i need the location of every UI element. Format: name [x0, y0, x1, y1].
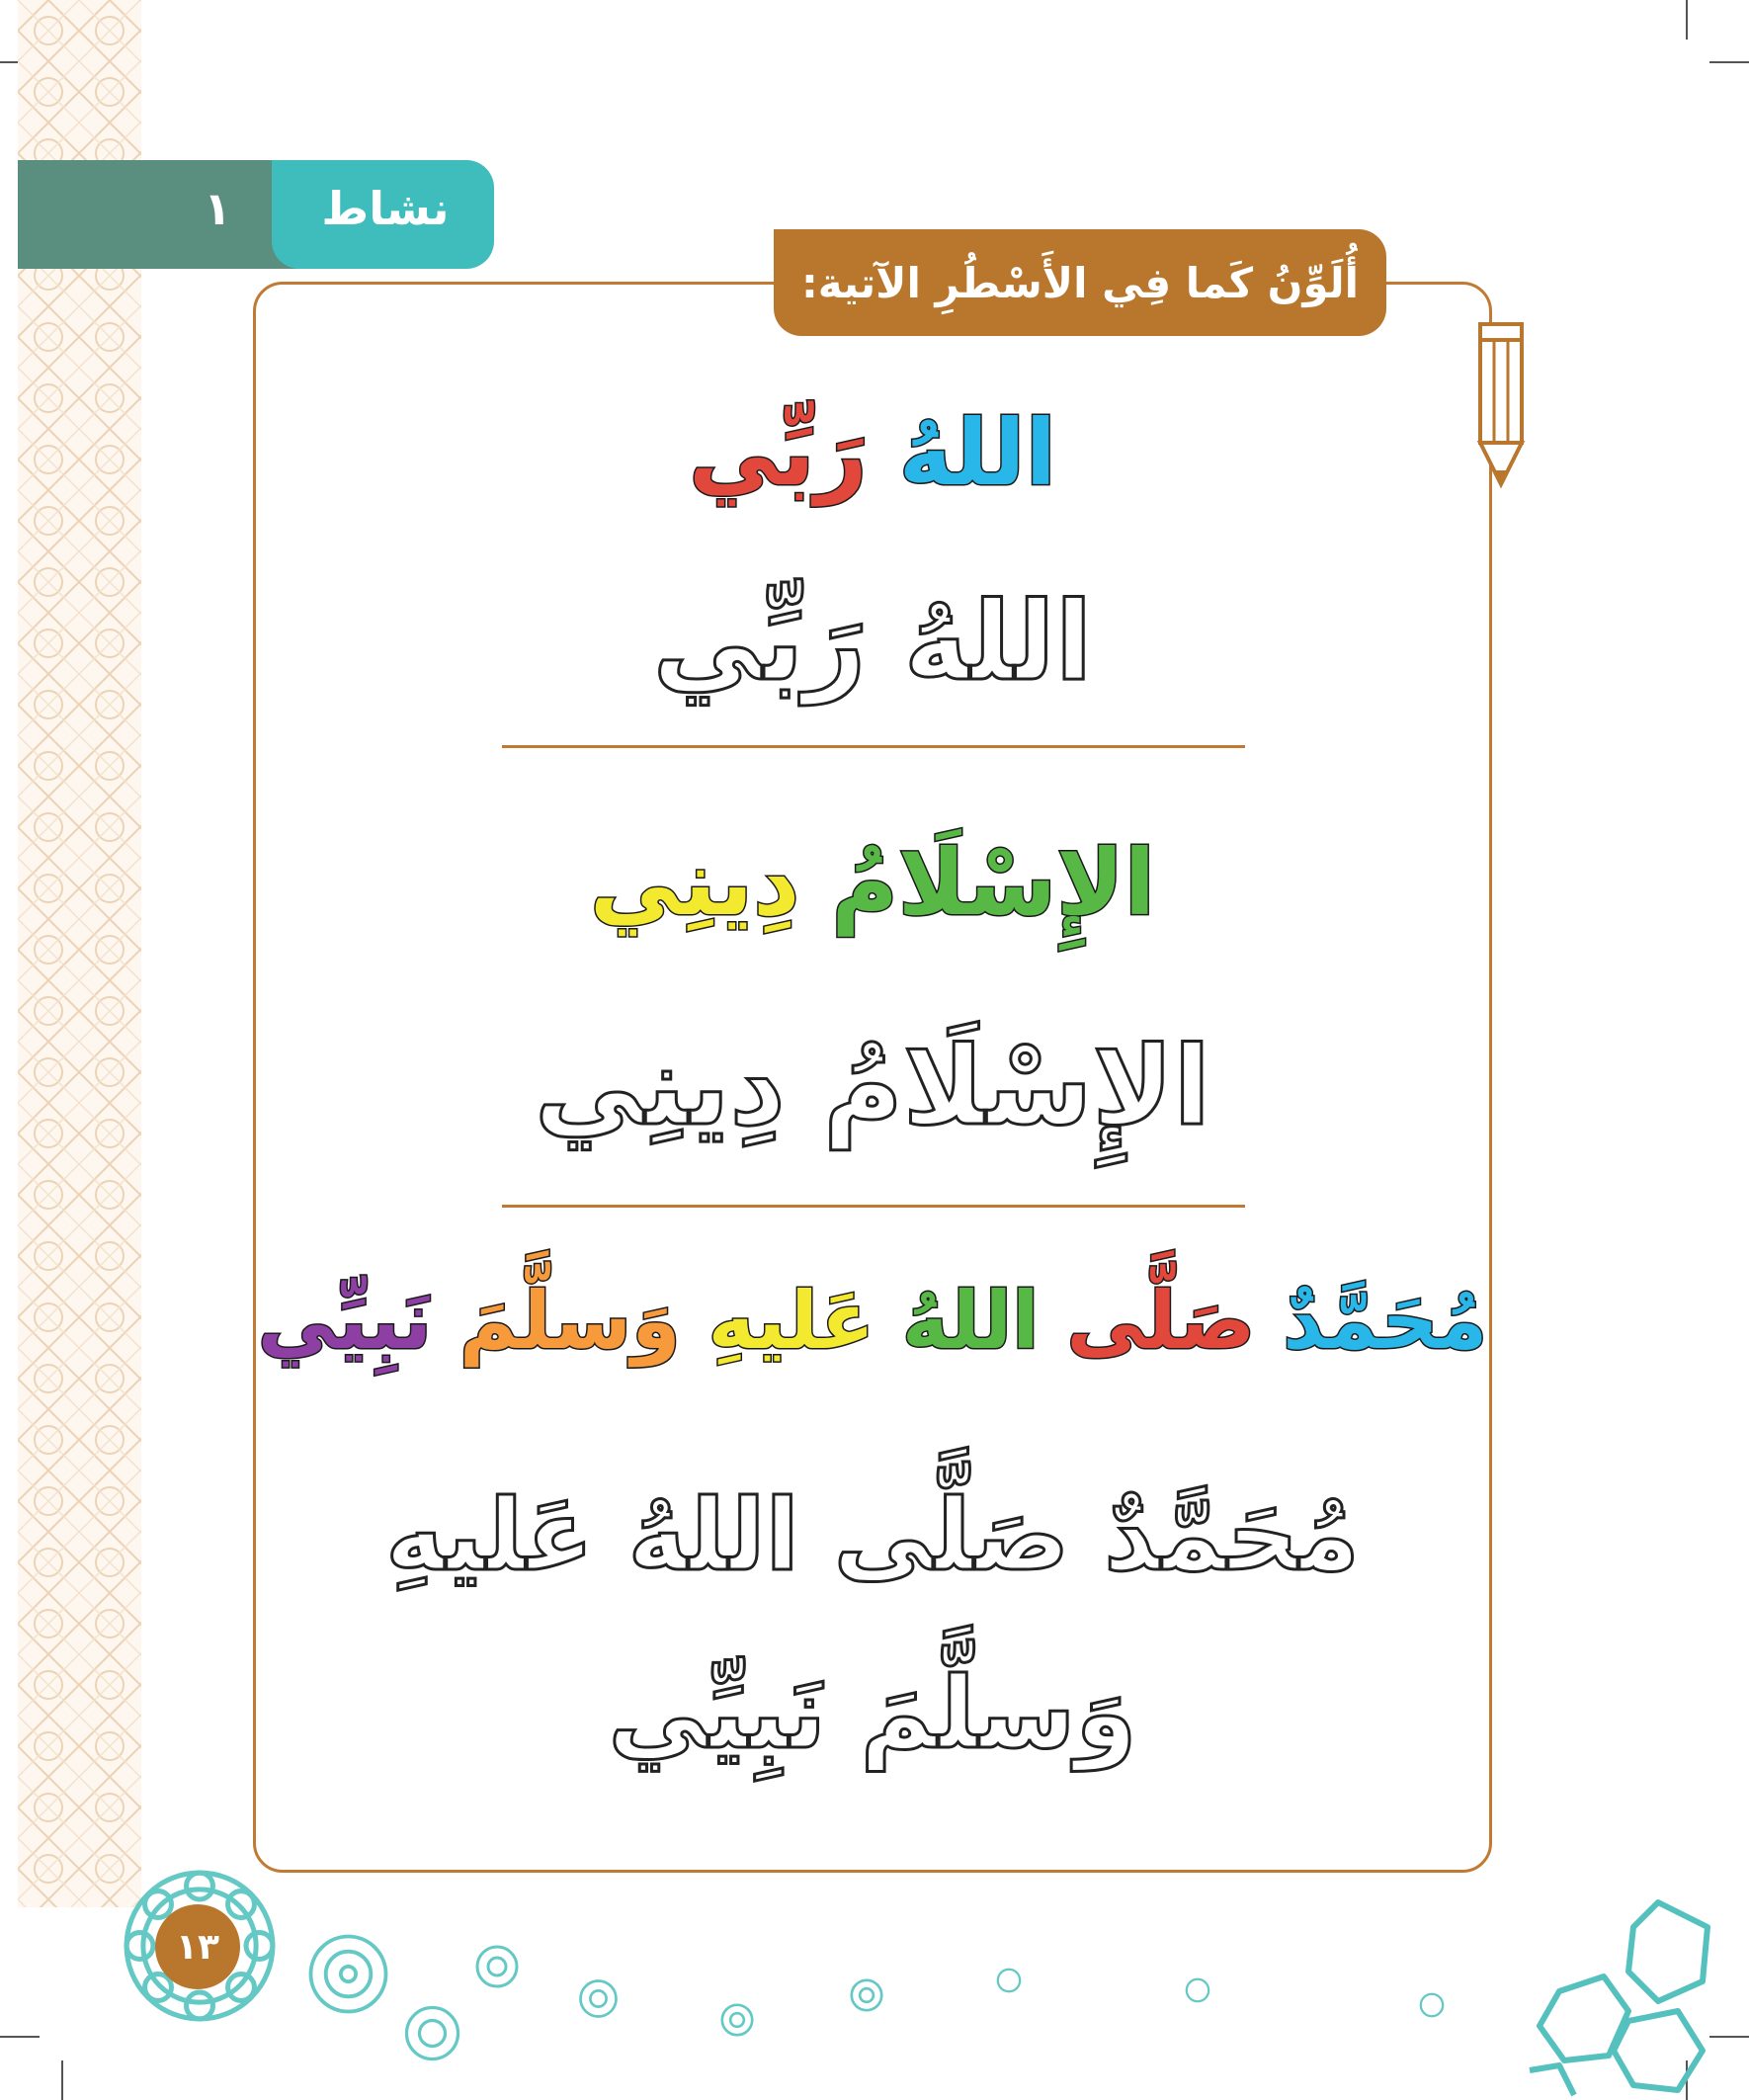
rosette-decoration [301, 1927, 395, 2021]
colored-word: اللهُ [898, 400, 1057, 506]
crop-mark [1686, 0, 1688, 40]
colored-word: الإِسْلَامُ [831, 830, 1156, 936]
colored-word: عَليهِ [708, 1275, 875, 1367]
outline-line-1: اللهُ رَبِّي [652, 578, 1093, 705]
crop-mark [0, 2036, 40, 2038]
outline-line-2: الإِسْلَامُ دِينِي [534, 1023, 1211, 1149]
rosette-decoration [472, 1942, 522, 1991]
colored-word: مُحَمَّدٌ [1283, 1275, 1488, 1367]
rosette-decoration [995, 1967, 1023, 1994]
colored-word: دِينِي [589, 830, 800, 936]
colored-line-1 [253, 400, 1492, 506]
outline-line-3b: وَسلَّمَ نَبِيِّي [608, 1655, 1137, 1771]
outline-line-3a: مُحَمَّدٌ صَلَّى اللهُ عَليهِ [385, 1477, 1360, 1593]
colored-line-3 [253, 1275, 1492, 1367]
rosette-decoration [576, 1976, 621, 2021]
colored-line-2 [253, 830, 1492, 936]
colored-word: وَسلَّمَ [458, 1275, 681, 1367]
decorative-pattern-strip [18, 0, 141, 1907]
rosette-decoration [1184, 1976, 1211, 2004]
rosette-decoration [848, 1976, 885, 2014]
crop-mark [61, 2060, 63, 2100]
colored-word: رَبِّي [688, 400, 868, 506]
page-number: ١٣ [155, 1904, 240, 1989]
rosette-decoration [1418, 1991, 1446, 2019]
activity-number: ١ [203, 182, 232, 235]
colored-word: نَبِيِّي [257, 1275, 433, 1367]
activity-label: نشاط [321, 182, 450, 235]
colored-word: صَلَّى [1066, 1275, 1256, 1367]
section-divider [502, 1205, 1245, 1208]
geometric-corner-decoration [1520, 1883, 1717, 2100]
rosette-decoration [400, 2001, 464, 2065]
section-divider [502, 745, 1245, 748]
crop-mark [1709, 61, 1749, 63]
colored-word: اللهُ [901, 1275, 1040, 1367]
rosette-decoration [718, 2001, 756, 2039]
instruction-banner: أُلَوِّنُ كَما فِي الأَسْطُرِ الآتية: [774, 229, 1386, 336]
